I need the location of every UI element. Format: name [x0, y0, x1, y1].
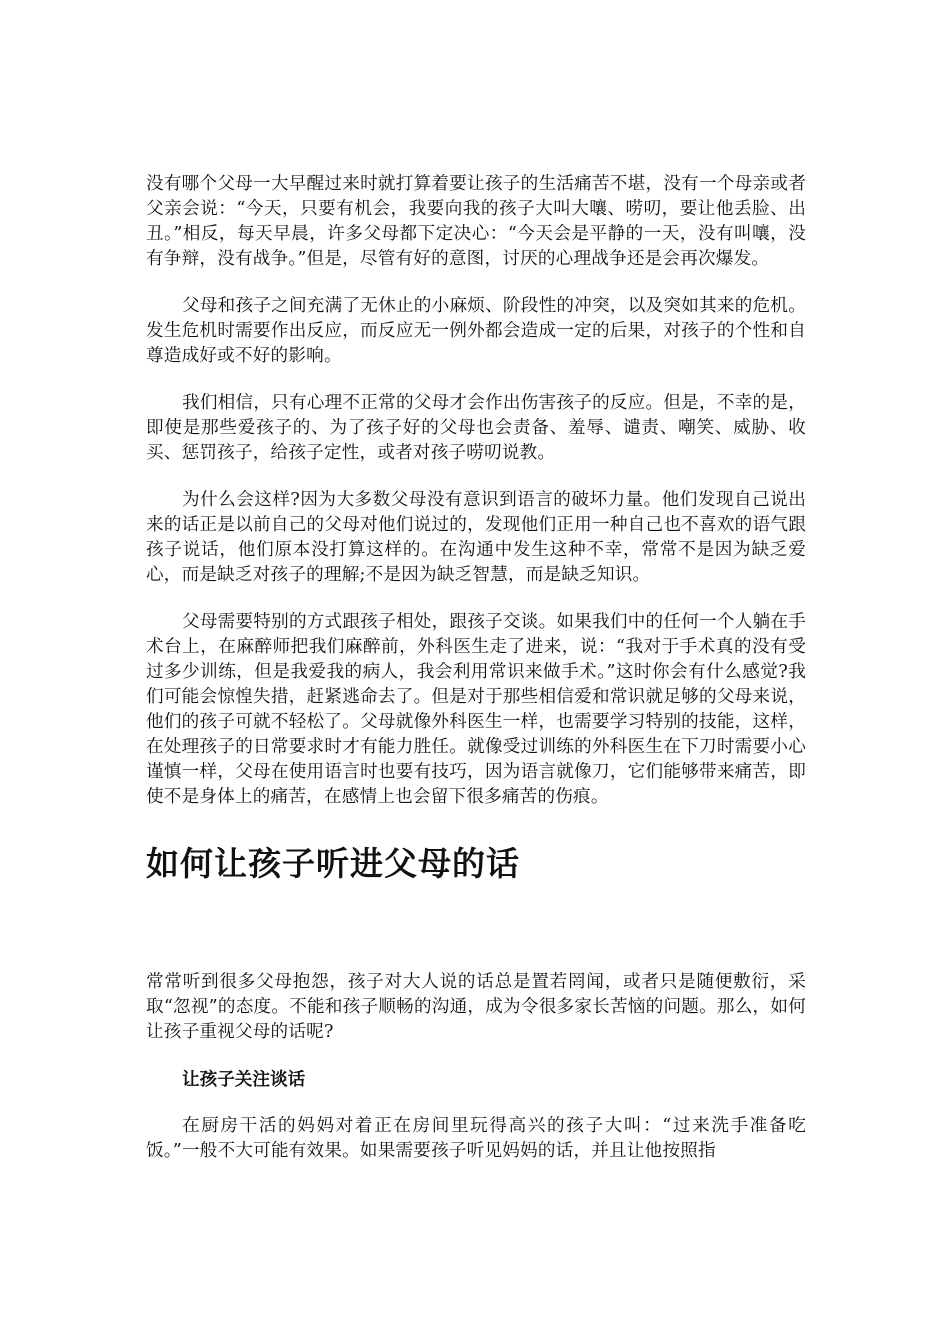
subsection-heading: 让孩子关注谈话	[182, 1069, 306, 1090]
section-heading: 如何让孩子听进父母的话	[146, 844, 520, 883]
paragraph-2: 父母和孩子之间充满了无休止的小麻烦、阶段性的冲突，以及突如其来的危机。发生危机时需要作出反应，而反应无一例外都会造成一定的后果，对孩子的个性和自尊造成好或不好的影响。	[146, 296, 806, 366]
paragraph-4: 为什么会这样?因为大多数父母没有意识到语言的破坏力量。他们发现自己说出来的话正是以前自己的父母对他们说过的，发现他们正用一种自己也不喜欢的语气跟孩子说话，他们原本没打算这样的。在沟通中发生这种不幸，常常不是因为缺乏爱心，而是缺乏对孩子的理解;不是因为缺乏智慧，而是缺乏知识。	[146, 490, 806, 585]
paragraph-6: 常常听到很多父母抱怨，孩子对大人说的话总是置若罔闻，或者只是随便敷衍，采取“忽视”的态度。不能和孩子顺畅的沟通，成为令很多家长苦恼的问题。那么，如何让孩子重视父母的话呢?	[146, 972, 806, 1042]
paragraph-7: 在厨房干活的妈妈对着正在房间里玩得高兴的孩子大叫：“过来洗手准备吃饭。”一般不大可能有效果。如果需要孩子听见妈妈的话，并且让他按照指	[146, 1116, 806, 1161]
paragraph-5: 父母需要特别的方式跟孩子相处，跟孩子交谈。如果我们中的任何一个人躺在手术台上，在麻醉师把我们麻醉前，外科医生走了进来，说：“我对于手术真的没有受过多少训练，但是我爱我的病人，我会利用常识来做手术。”这时你会有什么感觉?我们可能会惊惶失措，赶紧逃命去了。但是对于那些相信爱和常识就足够的父母来说，他们的孩子可就不轻松了。父母就像外科医生一样，也需要学习特别的技能，这样，在处理孩子的日常要求时才有能力胜任。就像受过训练的外科医生在下刀时需要小心谨慎一样，父母在使用语言时也要有技巧，因为语言就像刀，它们能够带来痛苦，即使不是身体上的痛苦，在感情上也会留下很多痛苦的伤痕。	[146, 612, 806, 807]
paragraph-3: 我们相信，只有心理不正常的父母才会作出伤害孩子的反应。但是，不幸的是，即使是那些爱孩子的、为了孩子好的父母也会责备、羞辱、谴责、嘲笑、威胁、收买、惩罚孩子，给孩子定性，或者对孩子唠叨说教。	[146, 393, 806, 463]
paragraph-1: 没有哪个父母一大早醒过来时就打算着要让孩子的生活痛苦不堪，没有一个母亲或者父亲会说：“今天，只要有机会，我要向我的孩子大叫大嚷、唠叨，要让他丢脸、出丑。”相反，每天早晨，许多父母都下定决心：“今天会是平静的一天，没有叫嚷，没有争辩，没有战争。”但是，尽管有好的意图，讨厌的心理战争还是会再次爆发。	[146, 174, 806, 269]
document-page	[146, 172, 806, 1186]
